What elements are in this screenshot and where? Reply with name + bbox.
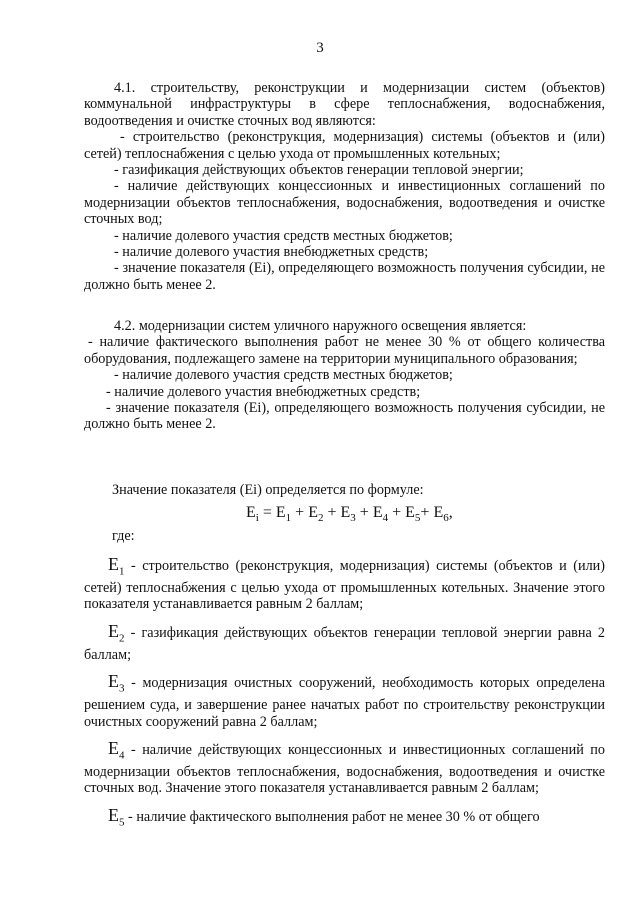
- formula-term: $E_5+$: [405, 504, 434, 525]
- formula-intro-text: Значение показателя (Ei) определяется по формуле:: [112, 482, 424, 498]
- section-4-1: [84, 80, 605, 293]
- section-4-2-intro: 4.2. модернизации систем уличного наружного освещения является:: [114, 318, 527, 334]
- formula-terms: [275, 504, 453, 525]
- section-4-1-item: - строительство (реконструкция, модернизация) системы (объектов и (или) сетей) теплоснабжения с целью ухода от промышленных котельных;: [84, 129, 605, 162]
- definition-symbol: $E_2$: [108, 620, 125, 645]
- section-4-1-item: - наличие долевого участия внебюджетных средств;: [114, 244, 429, 261]
- definition-text: - наличие действующих концессионных и инвестиционных соглашений по модернизации объектов теплоснабжения, водоснабжения, водоотведения и очистке сточных вод. Значение этого показателя устанавливается равным 2 баллам;: [84, 742, 605, 797]
- definition-symbol: $E_3$: [108, 671, 125, 695]
- formula-lhs: $E_i$: [246, 504, 259, 525]
- definition-e3: [84, 673, 605, 730]
- section-4-1-item: - наличие действующих концессионных и инвестиционных соглашений по модернизации объектов теплоснабжения, водоснабжения, водоотведения и очистке сточных вод;: [84, 178, 605, 228]
- section-4-2-item: - наличие фактического выполнения работ не менее 30 % от общего количества оборудования, подлежащего замене на территории муниципального образования;: [84, 334, 605, 367]
- definition-symbol: $E_4$: [108, 738, 125, 762]
- section-4-1-item: - газификация действующих объектов генерации тепловой энергии;: [114, 162, 524, 179]
- definition-e1: [84, 556, 605, 613]
- section-4-1-item: - значение показателя (Ei), определяющего возможность получения субсидии, не должно быть менее 2.: [84, 260, 605, 293]
- formula-term: $E_1$ +: [275, 504, 309, 525]
- definition-text: - строительство (реконструкция, модернизация) системы (объектов и (или) сетей) теплоснабжения с целью ухода от промышленных котельных. Значение этого показателя устанавливается равным 2 баллам;: [84, 558, 605, 613]
- formula-term: $E_6$,: [433, 504, 453, 525]
- definition-e4: [84, 740, 605, 797]
- formula-term: $E_2$ +: [308, 504, 341, 525]
- formula-term: $E_3$ +: [340, 504, 373, 525]
- section-4-2-item: - наличие долевого участия внебюджетных средств;: [106, 383, 421, 400]
- definitions: [84, 556, 605, 831]
- definition-e2: [84, 620, 605, 663]
- definition-text: - модернизация очистных сооружений, необходимость которых определена решением суда, и завершение ранее начатых работ по строительству реконструкции очистных сооружений равна 2 баллам;: [84, 675, 605, 730]
- section-4-1-intro: 4.1. строительству, реконструкции и модернизации систем (объектов) коммунальной инфраструктуры в сфере теплоснабжения, водоснабжения, водоотведения и очистке сточных вод являются:: [84, 80, 605, 129]
- formula-intro: [112, 482, 606, 498]
- definition-text: - газификация действующих объектов генерации тепловой энергии равна 2 баллам;: [84, 624, 605, 663]
- definition-text: - наличие фактического выполнения работ не менее 30 % от общего: [124, 808, 540, 825]
- section-4-2-item: - наличие долевого участия средств местных бюджетов;: [114, 367, 453, 384]
- page-number: 3: [316, 40, 324, 56]
- section-4-2-item: - значение показателя (Ei), определяющего возможность получения субсидии, не должно быть менее 2.: [84, 400, 605, 433]
- formula-where: где:: [112, 528, 135, 544]
- definition-symbol: $E_5$: [108, 804, 125, 829]
- formula: $E_i = E_1 + E_2 + E_3 + E_4 + E_5+ E_6$,: [246, 504, 453, 525]
- section-4-1-item: - наличие долевого участия средств местных бюджетов;: [114, 227, 453, 244]
- definition-e5: [84, 804, 605, 831]
- formula-term: $E_4$ +: [372, 504, 406, 525]
- definition-symbol: $E_1$: [108, 554, 125, 578]
- section-4-2: [84, 318, 605, 433]
